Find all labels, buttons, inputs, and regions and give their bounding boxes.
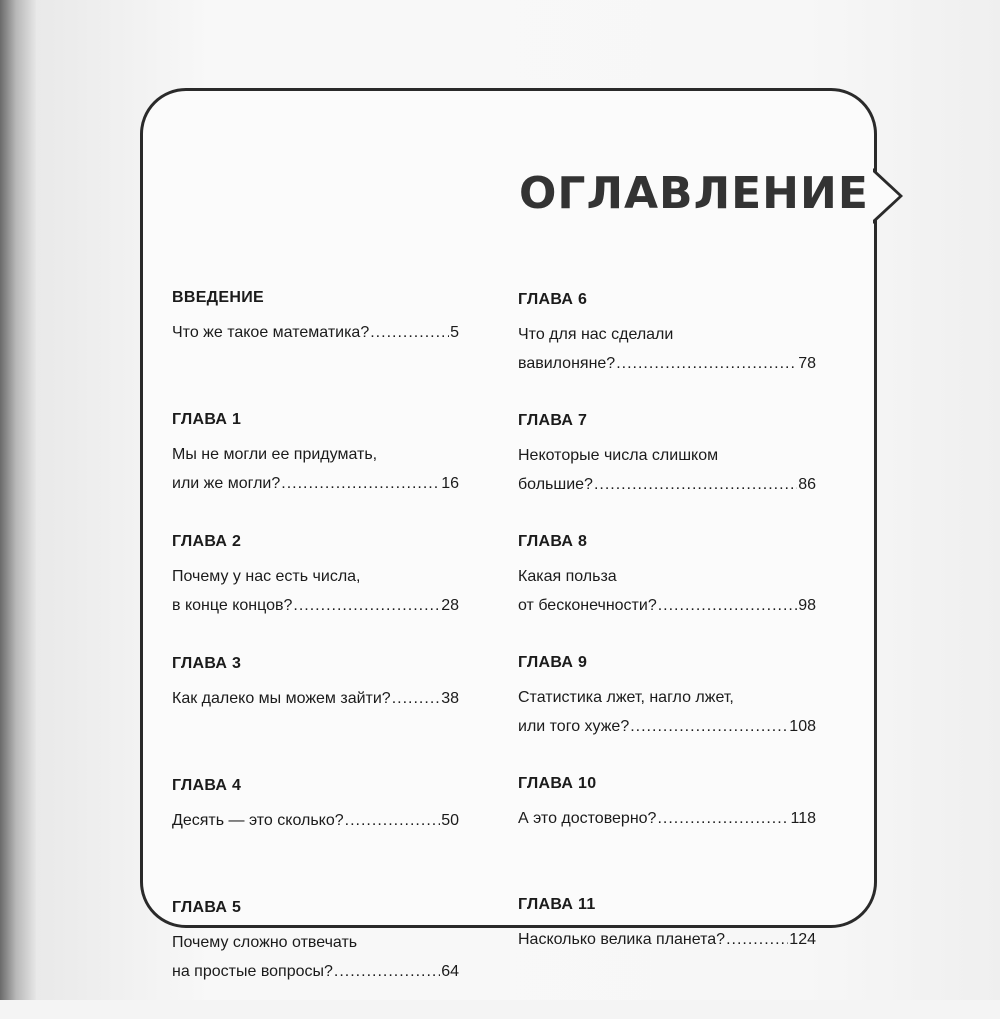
toc-entry[interactable] — [172, 287, 472, 409]
toc-entry[interactable] — [518, 410, 818, 531]
chapter-title-text: Как далеко мы можем зайти? — [172, 690, 391, 707]
chapter-title-text: на простые вопросы? — [172, 963, 333, 980]
chapter-heading: ГЛАВА 3 — [172, 655, 242, 672]
chapter-title-text: Мы не могли ее придумать, — [172, 446, 378, 463]
page-number: 50 — [441, 812, 459, 829]
page-number: 78 — [798, 355, 816, 372]
chapter-title-line — [172, 562, 459, 591]
toc-entry[interactable] — [518, 531, 818, 652]
chapter-title-line — [518, 349, 816, 378]
page-number: 124 — [789, 931, 816, 948]
chapter-title-text: Статистика лжет, нагло лжет, — [518, 689, 734, 706]
speech-bubble-pointer-fill — [873, 172, 899, 220]
chapter-heading: ГЛАВА 2 — [172, 533, 242, 550]
chapter-title-text: Что для нас сделали — [518, 326, 674, 343]
toc-entry[interactable] — [172, 775, 472, 897]
chapter-title-text: большие? — [518, 476, 593, 493]
chapter-heading: ГЛАВА 4 — [172, 777, 242, 794]
dot-leader — [726, 925, 788, 954]
page-number: 118 — [790, 810, 816, 827]
dot-leader — [594, 470, 797, 499]
chapter-title-text: Почему сложно отвечать — [172, 934, 358, 951]
chapter-heading: ГЛАВА 1 — [172, 411, 242, 428]
chapter-title-text: Почему у нас есть числа, — [172, 568, 361, 585]
chapter-title-line — [518, 441, 816, 470]
page-number: 64 — [441, 963, 459, 980]
chapter-title-line — [172, 591, 459, 620]
chapter-title-line — [518, 683, 816, 712]
chapter-heading: ГЛАВА 10 — [518, 775, 597, 792]
chapter-title-line — [172, 440, 459, 469]
chapter-heading: ГЛАВА 6 — [518, 291, 588, 308]
dot-leader — [370, 318, 449, 347]
chapter-title-text: от бесконечности? — [518, 597, 657, 614]
toc-entry[interactable] — [172, 653, 472, 775]
chapter-heading: ГЛАВА 11 — [518, 896, 596, 913]
chapter-title-line — [172, 469, 459, 498]
chapter-title-text: или же могли? — [172, 475, 281, 492]
dot-leader — [657, 804, 789, 833]
toc-entry[interactable] — [172, 531, 472, 653]
chapter-title-line — [518, 320, 816, 349]
toc-entry[interactable] — [172, 409, 472, 531]
page-number: 86 — [798, 476, 816, 493]
page-title: ОГЛАВЛЕНИЕ — [519, 168, 869, 219]
page-number: 28 — [441, 597, 459, 614]
toc-entry[interactable] — [518, 289, 818, 410]
chapter-title-text: Некоторые числа слишком — [518, 447, 719, 464]
dot-leader — [293, 591, 440, 620]
toc-entry[interactable] — [172, 897, 472, 1019]
chapter-title-line — [172, 318, 459, 347]
toc-column-right — [518, 289, 818, 1015]
chapter-title-line — [518, 562, 816, 591]
dot-leader — [658, 591, 797, 620]
page-number: 98 — [798, 597, 816, 614]
chapter-title-line — [172, 957, 459, 986]
chapter-title-line — [172, 806, 459, 835]
toc-entry[interactable] — [518, 773, 818, 894]
dot-leader — [392, 684, 441, 713]
dot-leader — [345, 806, 441, 835]
chapter-title-text: или того хуже? — [518, 718, 630, 735]
toc-column-left — [172, 287, 472, 1019]
toc-entry[interactable] — [518, 652, 818, 773]
chapter-title-text: в конце концов? — [172, 597, 293, 614]
chapter-title-line — [172, 684, 459, 713]
chapter-title-line — [518, 712, 816, 741]
chapter-title-text: Десять — это сколько? — [172, 812, 344, 829]
chapter-title-line — [518, 591, 816, 620]
chapter-title-text: Насколько велика планета? — [518, 931, 726, 948]
dot-leader — [334, 957, 440, 986]
page-number: 108 — [789, 718, 816, 735]
chapter-title-line — [518, 804, 816, 833]
page-number: 38 — [441, 690, 459, 707]
dot-leader — [281, 469, 440, 498]
book-spine-shadow — [0, 0, 36, 1000]
chapter-heading: ГЛАВА 7 — [518, 412, 588, 429]
chapter-heading: ГЛАВА 5 — [172, 899, 242, 916]
chapter-title-line — [172, 928, 459, 957]
chapter-title-text: Что же такое математика? — [172, 324, 370, 341]
chapter-title-text: А это достоверно? — [518, 810, 657, 827]
chapter-title-text: вавилоняне? — [518, 355, 616, 372]
chapter-heading: ГЛАВА 8 — [518, 533, 588, 550]
chapter-title-text: Какая польза — [518, 568, 617, 585]
page-number: 16 — [441, 475, 459, 492]
chapter-title-line — [518, 925, 816, 954]
chapter-heading: ВВЕДЕНИЕ — [172, 289, 264, 306]
dot-leader — [630, 712, 788, 741]
chapter-heading: ГЛАВА 9 — [518, 654, 588, 671]
chapter-title-line — [518, 470, 816, 499]
page-number: 5 — [450, 324, 459, 341]
dot-leader — [616, 349, 797, 378]
toc-entry[interactable] — [518, 894, 818, 1015]
